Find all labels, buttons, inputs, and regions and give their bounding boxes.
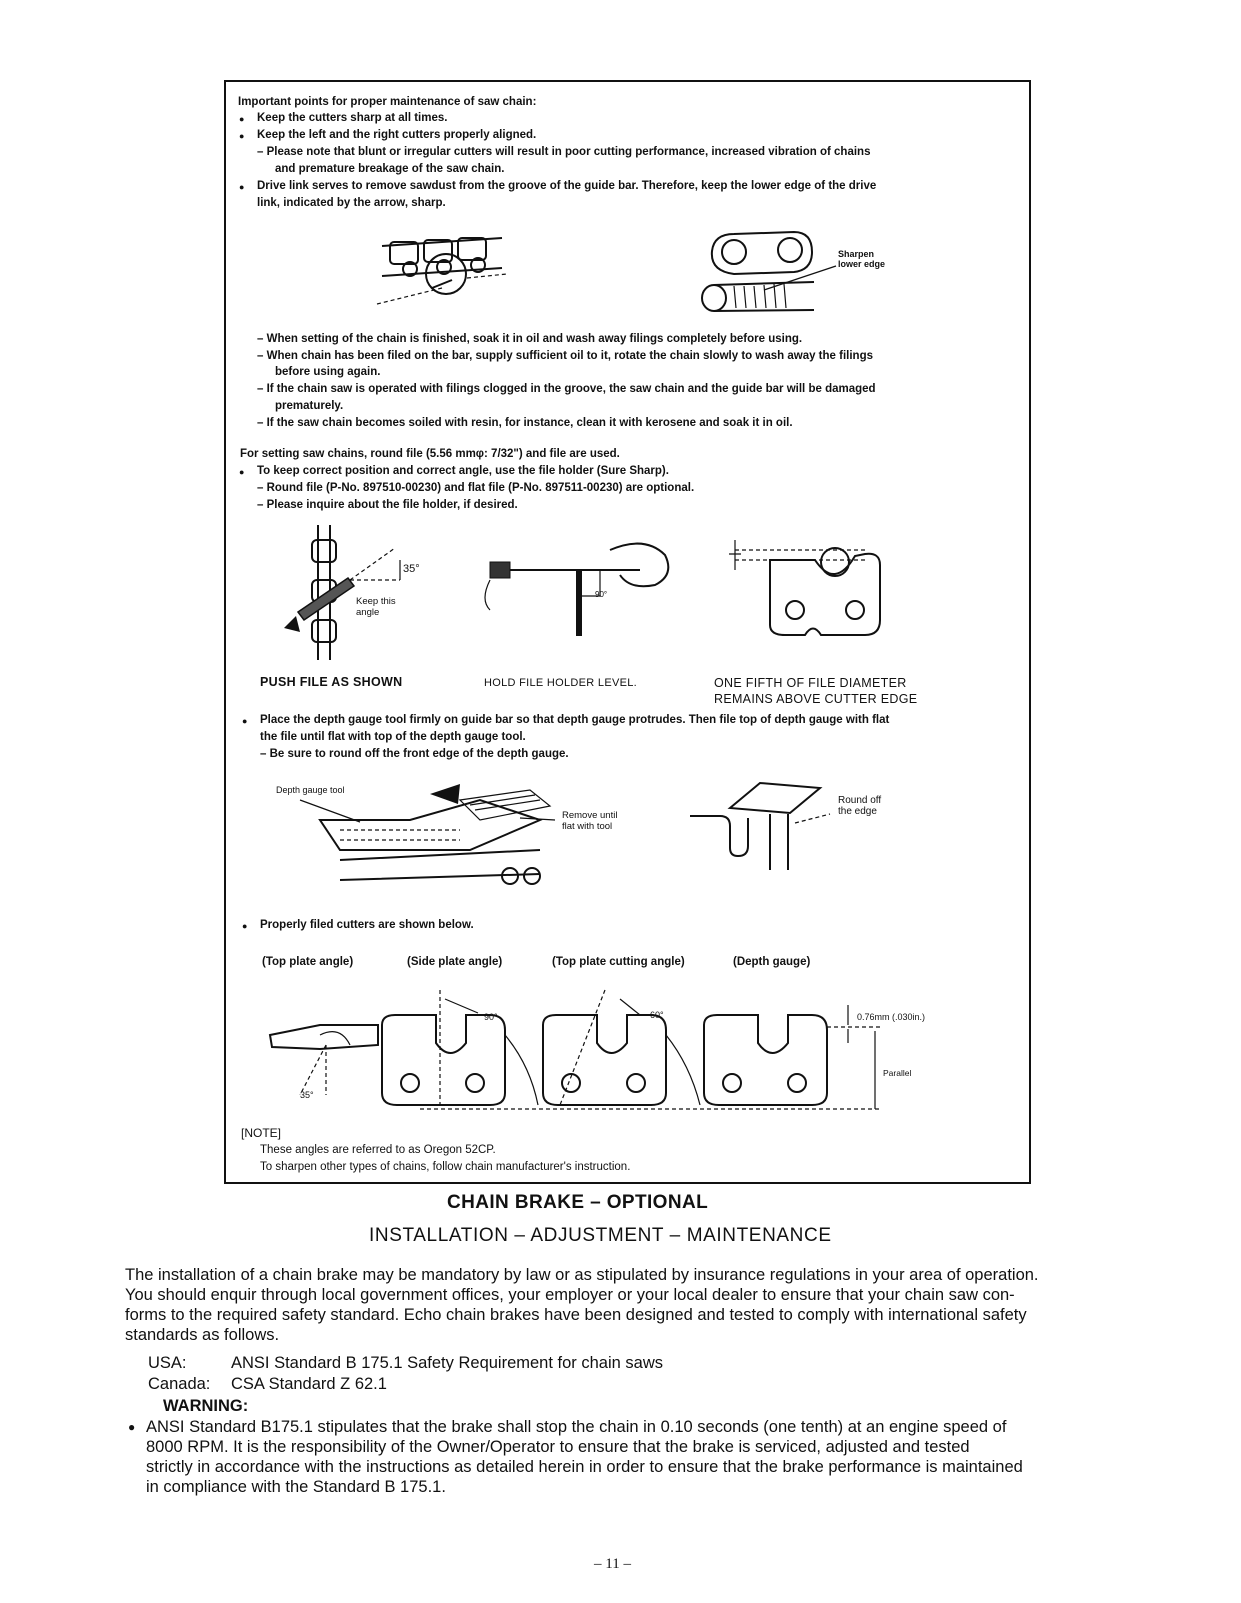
bullet-file-holder: ● To keep correct position and correct angle, use the file holder (Sure Sharp). [257, 463, 669, 479]
file-tool [298, 578, 354, 620]
bullet-depth-gauge-1: ● Place the depth gauge tool firmly on guide bar so that depth gauge protrudes. Then file top of depth gauge with flat [260, 712, 889, 728]
warning-line-3: strictly in accordance with the instructions as detailed herein in order to ensure that the brake performance is maintained [146, 1458, 1023, 1476]
label-top-plate-angle: (Top plate angle) [262, 956, 354, 968]
canada-value: CSA Standard Z 62.1 [231, 1375, 387, 1393]
warning-bullet-icon: ● [128, 1420, 136, 1434]
para-line-3: forms to the required safety standard. Echo chain brakes have been designed and tested to comply with international safety [125, 1306, 1027, 1324]
caption-one-fifth: ONE FIFTH OF FILE DIAMETER REMAINS ABOVE CUTTER EDGE [714, 676, 918, 706]
dash-clogged-1: – If the chain saw is operated with filings clogged in the groove, the saw chain and the guide bar will be damaged [257, 383, 876, 395]
dash-resin: – If the saw chain becomes soiled with resin, for instance, clean it with kerosene and soak it in oil. [257, 417, 793, 429]
warning-line-1: ANSI Standard B175.1 stipulates that the brake shall stop the chain in 0.10 seconds (one tenth) at an engine speed of [146, 1418, 1007, 1436]
dash-rotate-1: – When chain has been filed on the bar, supply sufficient oil to it, rotate the chain slowly to wash away the filings [257, 350, 873, 362]
dash-soak: – When setting of the chain is finished, soak it in oil and wash away filings completely before using. [257, 333, 803, 345]
angle-35b-label: 35° [300, 1090, 314, 1100]
dash-inquire: – Please inquire about the file holder, if desired. [257, 499, 518, 511]
bullet-drive-link-2: link, indicated by the arrow, sharp. [257, 197, 446, 209]
filed-cutters-figure [260, 985, 950, 1115]
bullet-sharp: ● Keep the cutters sharp at all times. [257, 110, 447, 126]
angle-35-label: 35° [403, 563, 420, 575]
para-line-2: You should enquir through local government offices, your employer or your local dealer to ensure that your chain saw con- [125, 1286, 1015, 1304]
page-number: – 11 – [594, 1556, 631, 1572]
para-line-4: standards as follows. [125, 1326, 280, 1344]
bullet-properly-filed: ● Properly filed cutters are shown below. [260, 917, 474, 933]
bullet-depth-gauge-2: the file until flat with top of the depth gauge tool. [260, 731, 526, 743]
note-line-2: To sharpen other types of chains, follow chain manufacturer's instruction. [260, 1161, 631, 1173]
angle-90-label: 90° [595, 590, 608, 599]
file-intro: For setting saw chains, round file (5.56 mmφ: 7/32") and file are used. [240, 448, 620, 460]
bullet-drive-link-1: ● Drive link serves to remove sawdust from the groove of the guide bar. Therefore, keep the lower edge of the drive [257, 178, 876, 194]
remove-until-label: Remove until flat with tool [562, 810, 618, 832]
intro-text: Important points for proper maintenance of saw chain: [238, 96, 537, 108]
section-title: CHAIN BRAKE – OPTIONAL [447, 1192, 709, 1213]
bullet-aligned: ● Keep the left and the right cutters properly aligned. [257, 127, 536, 143]
push-arrow-icon [284, 616, 300, 632]
sharpen-label: Sharpen lower edge [838, 249, 886, 269]
note-blunt-2: and premature breakage of the saw chain. [275, 163, 505, 175]
file-direction-arrow-icon [430, 784, 460, 804]
section-subtitle: INSTALLATION – ADJUSTMENT – MAINTENANCE [369, 1225, 832, 1246]
canada-label: Canada: [148, 1375, 211, 1393]
sharpen-lower-edge-figure [694, 226, 844, 316]
usa-value: ANSI Standard B 175.1 Safety Requirement for chain saws [231, 1354, 663, 1372]
dash-round-front: – Be sure to round off the front edge of the depth gauge. [260, 748, 569, 760]
note-heading: [NOTE] [241, 1126, 282, 1140]
angle-60-label: 60° [650, 1010, 664, 1020]
warning-heading: WARNING: [163, 1397, 249, 1415]
depth-gauge-tool-figure [300, 780, 580, 900]
depth-value-label: 0.76mm (.030in.) [857, 1012, 926, 1022]
round-off-figure [690, 778, 850, 878]
warning-line-2: 8000 RPM. It is the responsibility of the Owner/Operator to ensure that the brake is serviced, adjusted and tested [146, 1438, 970, 1456]
label-depth-gauge: (Depth gauge) [733, 956, 811, 968]
note-line-1: These angles are referred to as Oregon 52CP. [260, 1144, 496, 1156]
round-off-label: Round off the edge [838, 795, 882, 817]
file-diameter-figure [715, 530, 895, 650]
label-side-plate-angle: (Side plate angle) [407, 956, 503, 968]
dash-round-file: – Round file (P-No. 897510-00230) and flat file (P-No. 897511-00230) are optional. [257, 482, 695, 494]
push-file-figure [270, 520, 450, 670]
keep-angle-label: Keep this angle [356, 596, 396, 618]
angle-90b-label: 90° [484, 1012, 498, 1022]
usa-label: USA: [148, 1354, 187, 1372]
caption-hold-level: HOLD FILE HOLDER LEVEL. [484, 677, 638, 689]
chain-drive-link-figure [372, 226, 512, 316]
para-line-1: The installation of a chain brake may be mandatory by law or as stipulated by insurance regulations in your area of operation. [125, 1266, 1039, 1284]
depth-gauge-tool-label: Depth gauge tool [276, 785, 345, 795]
cutter-shape [382, 1015, 505, 1105]
dash-clogged-2: prematurely. [275, 400, 344, 412]
note-blunt-1: – Please note that blunt or irregular cutters will result in poor cutting performance, increased vibration of chains [257, 146, 871, 158]
parallel-label: Parallel [883, 1068, 912, 1078]
caption-push-file: PUSH FILE AS SHOWN [260, 675, 403, 689]
file-holder-figure [470, 530, 690, 640]
label-top-cutting-angle: (Top plate cutting angle) [552, 956, 685, 968]
dash-rotate-2: before using again. [275, 366, 381, 378]
warning-line-4: in compliance with the Standard B 175.1. [146, 1478, 446, 1496]
